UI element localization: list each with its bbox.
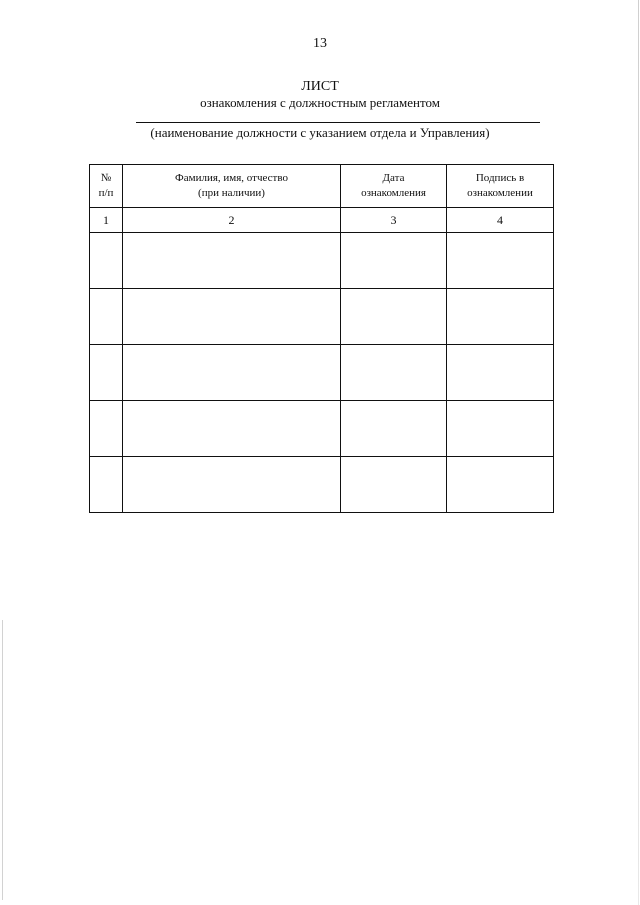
table-row xyxy=(90,345,554,401)
column-number: 1 xyxy=(90,208,123,233)
cell-signature[interactable] xyxy=(447,457,554,513)
header-date xyxy=(341,165,447,208)
column-number: 4 xyxy=(447,208,554,233)
cell-date[interactable] xyxy=(341,289,447,345)
table-header-row xyxy=(90,165,554,208)
cell-full-name[interactable] xyxy=(123,233,341,289)
document-subtitle: ознакомления с должностным регламентом xyxy=(200,95,440,110)
cell-number[interactable] xyxy=(90,345,123,401)
cell-date[interactable] xyxy=(341,457,447,513)
cell-signature[interactable] xyxy=(447,289,554,345)
header-full-name-line1: Фамилия, имя, отчество xyxy=(175,172,288,184)
cell-signature[interactable] xyxy=(447,233,554,289)
cell-number[interactable] xyxy=(90,457,123,513)
table-row xyxy=(90,289,554,345)
table-row xyxy=(90,401,554,457)
header-number xyxy=(90,165,123,208)
header-signature-line2: ознакомлении xyxy=(467,187,533,199)
cell-date[interactable] xyxy=(341,401,447,457)
cell-date[interactable] xyxy=(341,233,447,289)
position-fill-line xyxy=(136,122,540,123)
header-signature xyxy=(447,165,554,208)
cell-signature[interactable] xyxy=(447,345,554,401)
acquaintance-table xyxy=(89,164,554,513)
header-signature-line1: Подпись в xyxy=(475,172,525,184)
cell-full-name[interactable] xyxy=(123,345,341,401)
cell-full-name[interactable] xyxy=(123,401,341,457)
cell-full-name[interactable] xyxy=(123,457,341,513)
cell-number[interactable] xyxy=(90,401,123,457)
header-number-line1: № xyxy=(100,172,112,184)
cell-full-name[interactable] xyxy=(123,289,341,345)
scan-edge-mark xyxy=(2,620,3,900)
table-row xyxy=(90,233,554,289)
table-row xyxy=(90,457,554,513)
header-number-line2: п/п xyxy=(98,187,114,199)
position-caption: (наименование должности с указанием отдела и Управления) xyxy=(150,125,490,140)
column-number: 2 xyxy=(123,208,341,233)
page-number: 13 xyxy=(313,36,327,51)
header-date-line1: Дата xyxy=(382,172,405,184)
header-date-line2: ознакомления xyxy=(361,187,426,199)
cell-number[interactable] xyxy=(90,233,123,289)
header-full-name xyxy=(123,165,341,208)
column-number-row xyxy=(90,208,554,233)
header-full-name-line2: (при наличии) xyxy=(198,187,265,199)
cell-signature[interactable] xyxy=(447,401,554,457)
cell-number[interactable] xyxy=(90,289,123,345)
column-number: 3 xyxy=(341,208,447,233)
cell-date[interactable] xyxy=(341,345,447,401)
document-title: ЛИСТ xyxy=(301,79,339,94)
